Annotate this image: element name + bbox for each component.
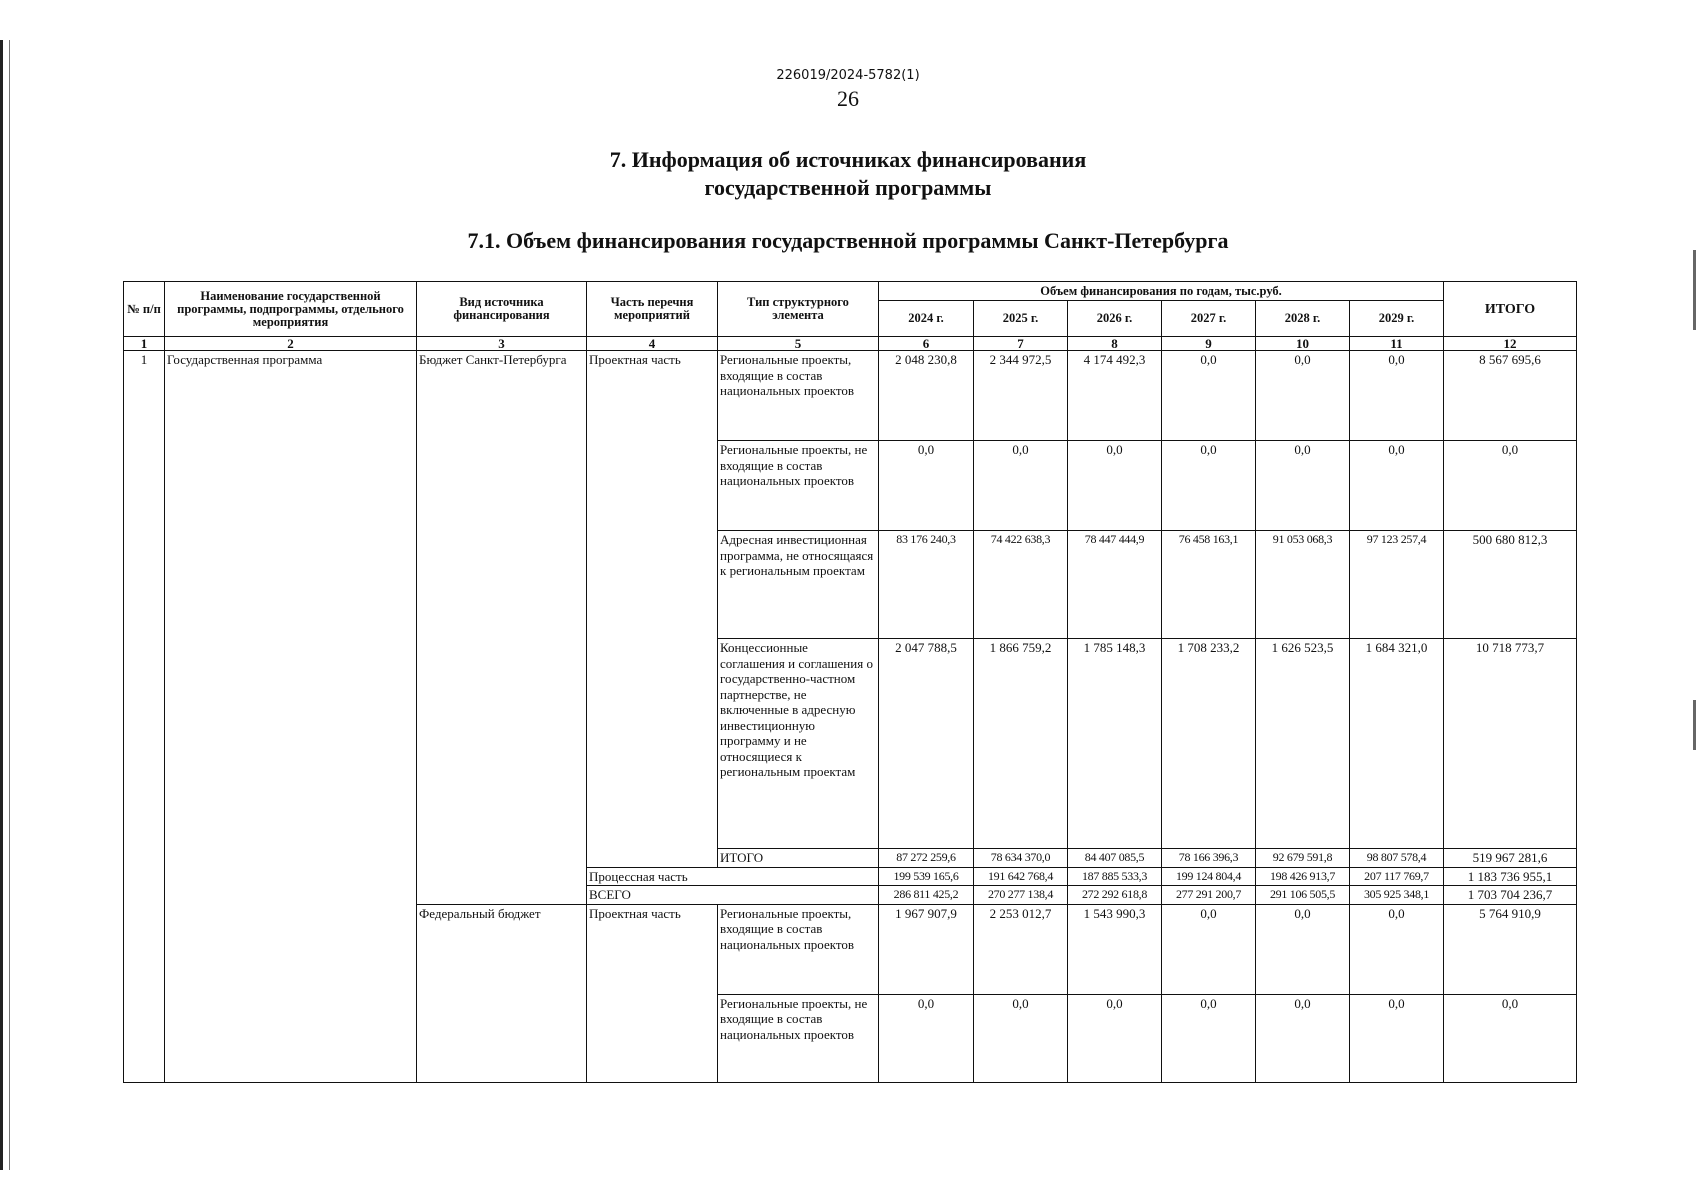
header-num: № п/п — [124, 282, 165, 337]
header-part: Часть перечня мероприятий — [587, 282, 718, 337]
value-cell: 0,0 — [1162, 351, 1256, 441]
section-title-line2: государственной программы — [704, 175, 992, 200]
value-cell: 286 811 425,2 — [879, 886, 974, 905]
column-number: 10 — [1256, 337, 1350, 351]
part-name: Проектная часть — [587, 351, 718, 868]
value-cell: 0,0 — [974, 994, 1068, 1082]
value-cell: 2 048 230,8 — [879, 351, 974, 441]
value-cell: 0,0 — [1162, 994, 1256, 1082]
column-number: 3 — [417, 337, 587, 351]
total-cell: 519 967 281,6 — [1444, 849, 1577, 868]
value-cell: 1 866 759,2 — [974, 639, 1068, 849]
column-number: 5 — [718, 337, 879, 351]
value-cell: 83 176 240,3 — [879, 531, 974, 639]
column-number: 9 — [1162, 337, 1256, 351]
header-volume: Объем финансирования по годам, тыс.руб. — [879, 282, 1444, 301]
value-cell: 272 292 618,8 — [1068, 886, 1162, 905]
value-cell: 0,0 — [1068, 441, 1162, 531]
value-cell: 207 117 769,7 — [1350, 867, 1444, 886]
value-cell: 1 967 907,9 — [879, 904, 974, 994]
header-row-1 — [124, 282, 1577, 301]
value-cell: 1 684 321,0 — [1350, 639, 1444, 849]
value-cell: 1 626 523,5 — [1256, 639, 1350, 849]
element-type: Адресная инвестиционная программа, не относящаяся к региональным проектам — [718, 531, 879, 639]
total-cell: 1 183 736 955,1 — [1444, 867, 1577, 886]
value-cell: 0,0 — [1162, 904, 1256, 994]
element-type: Региональные проекты, входящие в состав национальных проектов — [718, 904, 879, 994]
value-cell: 0,0 — [1068, 994, 1162, 1082]
section-title — [0, 146, 1696, 202]
subsection-title: 7.1. Объем финансирования государственной программы Санкт-Петербурга — [467, 228, 1229, 253]
table-row — [124, 351, 1577, 441]
value-cell: 0,0 — [1256, 441, 1350, 531]
value-cell: 0,0 — [1256, 994, 1350, 1082]
column-number: 7 — [974, 337, 1068, 351]
all-label: ВСЕГО — [587, 886, 879, 905]
value-cell: 4 174 492,3 — [1068, 351, 1162, 441]
column-number: 11 — [1350, 337, 1444, 351]
header-year: 2025 г. — [974, 301, 1068, 337]
total-cell: 8 567 695,6 — [1444, 351, 1577, 441]
value-cell: 1 543 990,3 — [1068, 904, 1162, 994]
value-cell: 76 458 163,1 — [1162, 531, 1256, 639]
source-name: Бюджет Санкт-Петербурга — [417, 351, 587, 905]
scan-edge-left — [0, 40, 10, 1170]
value-cell: 1 785 148,3 — [1068, 639, 1162, 849]
value-cell: 0,0 — [1350, 351, 1444, 441]
value-cell: 0,0 — [1162, 441, 1256, 531]
value-cell: 1 708 233,2 — [1162, 639, 1256, 849]
element-type: ИТОГО — [718, 849, 879, 868]
column-number: 1 — [124, 337, 165, 351]
column-number: 2 — [165, 337, 417, 351]
header-type: Тип структурного элемента — [718, 282, 879, 337]
header-total: ИТОГО — [1444, 282, 1577, 337]
total-cell: 10 718 773,7 — [1444, 639, 1577, 849]
value-cell: 0,0 — [1256, 351, 1350, 441]
header-name: Наименование государственной программы, подпрограммы, отдельного мероприятия — [165, 282, 417, 337]
value-cell: 91 053 068,3 — [1256, 531, 1350, 639]
column-number-row — [124, 337, 1577, 351]
total-cell: 1 703 704 236,7 — [1444, 886, 1577, 905]
element-type: Региональные проекты, не входящие в состав национальных проектов — [718, 441, 879, 531]
value-cell: 187 885 533,3 — [1068, 867, 1162, 886]
value-cell: 0,0 — [1350, 994, 1444, 1082]
header-year: 2028 г. — [1256, 301, 1350, 337]
value-cell: 78 166 396,3 — [1162, 849, 1256, 868]
value-cell: 2 253 012,7 — [974, 904, 1068, 994]
header-year: 2027 г. — [1162, 301, 1256, 337]
value-cell: 87 272 259,6 — [879, 849, 974, 868]
total-cell: 0,0 — [1444, 441, 1577, 531]
value-cell: 199 539 165,6 — [879, 867, 974, 886]
value-cell: 191 642 768,4 — [974, 867, 1068, 886]
row-number: 1 — [124, 351, 165, 1083]
element-type: Концессионные соглашения и соглашения о государственно-частном партнерстве, не включенные в адресную инвестиционную программу и не относящиеся к региональным проектам — [718, 639, 879, 849]
value-cell: 78 634 370,0 — [974, 849, 1068, 868]
element-type: Региональные проекты, не входящие в состав национальных проектов — [718, 994, 879, 1082]
part-name: Проектная часть — [587, 904, 718, 1082]
element-type: Региональные проекты, входящие в состав национальных проектов — [718, 351, 879, 441]
value-cell: 2 047 788,5 — [879, 639, 974, 849]
value-cell: 277 291 200,7 — [1162, 886, 1256, 905]
financing-table — [123, 281, 1577, 1083]
total-cell: 500 680 812,3 — [1444, 531, 1577, 639]
value-cell: 0,0 — [1350, 904, 1444, 994]
source-name: Федеральный бюджет — [417, 904, 587, 1082]
value-cell: 92 679 591,8 — [1256, 849, 1350, 868]
total-cell: 0,0 — [1444, 994, 1577, 1082]
value-cell: 198 426 913,7 — [1256, 867, 1350, 886]
header-year: 2024 г. — [879, 301, 974, 337]
value-cell: 291 106 505,5 — [1256, 886, 1350, 905]
document-id: 226019/2024-5782(1) — [776, 68, 920, 83]
process-label: Процессная часть — [587, 867, 879, 886]
value-cell: 98 807 578,4 — [1350, 849, 1444, 868]
value-cell: 0,0 — [879, 994, 974, 1082]
section-title-line1: 7. Информация об источниках финансирования — [609, 147, 1087, 172]
value-cell: 0,0 — [1350, 441, 1444, 531]
column-number: 4 — [587, 337, 718, 351]
value-cell: 0,0 — [1256, 904, 1350, 994]
value-cell: 74 422 638,3 — [974, 531, 1068, 639]
value-cell: 270 277 138,4 — [974, 886, 1068, 905]
column-number: 8 — [1068, 337, 1162, 351]
header-year: 2026 г. — [1068, 301, 1162, 337]
header-source: Вид источника финансирования — [417, 282, 587, 337]
column-number: 6 — [879, 337, 974, 351]
value-cell: 0,0 — [974, 441, 1068, 531]
value-cell: 78 447 444,9 — [1068, 531, 1162, 639]
page-number: 26 — [837, 86, 859, 111]
value-cell: 0,0 — [879, 441, 974, 531]
program-name: Государственная программа — [165, 351, 417, 1083]
value-cell: 84 407 085,5 — [1068, 849, 1162, 868]
value-cell: 97 123 257,4 — [1350, 531, 1444, 639]
value-cell: 2 344 972,5 — [974, 351, 1068, 441]
value-cell: 305 925 348,1 — [1350, 886, 1444, 905]
column-number: 12 — [1444, 337, 1577, 351]
header-year: 2029 г. — [1350, 301, 1444, 337]
value-cell: 199 124 804,4 — [1162, 867, 1256, 886]
total-cell: 5 764 910,9 — [1444, 904, 1577, 994]
